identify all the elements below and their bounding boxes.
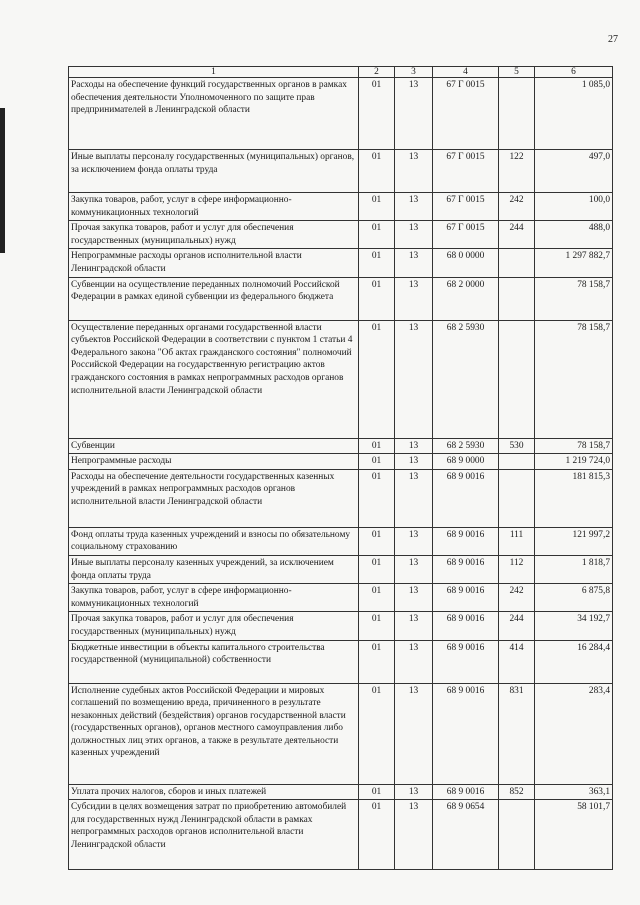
subsection-code: 13 — [395, 438, 433, 454]
amount: 1 818,7 — [535, 555, 613, 583]
expense-name: Субвенции — [69, 438, 359, 454]
target-code: 68 9 0016 — [433, 469, 499, 527]
table-row — [69, 438, 613, 454]
subsection-code: 13 — [395, 584, 433, 612]
expense-type-code: 111 — [499, 527, 535, 555]
table-row — [69, 150, 613, 193]
target-code: 68 9 0016 — [433, 555, 499, 583]
amount: 78 158,7 — [535, 277, 613, 320]
expense-type-code — [499, 249, 535, 277]
amount: 58 101,7 — [535, 800, 613, 870]
amount: 100,0 — [535, 193, 613, 221]
expense-type-code — [499, 78, 535, 150]
expense-name: Прочая закупка товаров, работ и услуг для обеспечения государственных (муниципальных) нужд — [69, 221, 359, 249]
target-code: 68 9 0016 — [433, 640, 499, 683]
expense-type-code — [499, 320, 535, 438]
table-row — [69, 527, 613, 555]
section-code: 01 — [359, 683, 395, 784]
section-code: 01 — [359, 320, 395, 438]
scan-edge-mark — [0, 108, 5, 253]
target-code: 67 Г 0015 — [433, 193, 499, 221]
amount: 78 158,7 — [535, 320, 613, 438]
table-row — [69, 78, 613, 150]
expense-type-code — [499, 469, 535, 527]
subsection-code: 13 — [395, 555, 433, 583]
header-col-4: 4 — [433, 67, 499, 78]
section-code: 01 — [359, 193, 395, 221]
section-code: 01 — [359, 438, 395, 454]
expense-name: Иные выплаты персоналу казенных учреждений, за исключением фонда оплаты труда — [69, 555, 359, 583]
expense-name: Субсидии в целях возмещения затрат по приобретению автомобилей для государственных нужд Ленинградской области в рамках непрограммных расходов органов исполнительной власти Ленинградской области — [69, 800, 359, 870]
expense-name: Фонд оплаты труда казенных учреждений и взносы по обязательному социальному страхованию — [69, 527, 359, 555]
amount: 6 875,8 — [535, 584, 613, 612]
expense-name: Осуществление переданных органами государственной власти субъектов Российской Федерации в соответствии с пунктом 1 статьи 4 Федерального закона "Об актах гражданского состояния" полномочий Российской Федерации на государственную регистрацию актов гражданского состояния в рамках непрограммных расходов органов исполнительной власти Ленинградской области — [69, 320, 359, 438]
amount: 16 284,4 — [535, 640, 613, 683]
section-code: 01 — [359, 555, 395, 583]
expense-name: Прочая закупка товаров, работ и услуг для обеспечения государственных (муниципальных) нужд — [69, 612, 359, 640]
section-code: 01 — [359, 527, 395, 555]
expense-name: Расходы на обеспечение функций государственных органов в рамках обеспечения деятельности Уполномоченного по защите прав предпринимателей в Ленинградской области — [69, 78, 359, 150]
subsection-code: 13 — [395, 800, 433, 870]
table-row — [69, 221, 613, 249]
expense-name: Бюджетные инвестиции в объекты капитального строительства государственной (муниципальной) собственности — [69, 640, 359, 683]
section-code: 01 — [359, 277, 395, 320]
table-row — [69, 784, 613, 800]
amount: 1 297 882,7 — [535, 249, 613, 277]
expense-name: Исполнение судебных актов Российской Федерации и мировых соглашений по возмещению вреда, причиненного в результате незаконных действий (бездействия) органов государственной власти (государственных органов), органов местного самоуправления либо должностных лиц этих органов, а также в результате деятельности казенных учреждений — [69, 683, 359, 784]
subsection-code: 13 — [395, 221, 433, 249]
expense-name: Непрограммные расходы органов исполнительной власти Ленинградской области — [69, 249, 359, 277]
table-row — [69, 277, 613, 320]
subsection-code: 13 — [395, 784, 433, 800]
subsection-code: 13 — [395, 277, 433, 320]
expense-type-code: 852 — [499, 784, 535, 800]
expense-type-code — [499, 454, 535, 470]
subsection-code: 13 — [395, 78, 433, 150]
table-row — [69, 249, 613, 277]
section-code: 01 — [359, 249, 395, 277]
expense-type-code: 244 — [499, 612, 535, 640]
expense-type-code: 414 — [499, 640, 535, 683]
amount: 488,0 — [535, 221, 613, 249]
header-col-3: 3 — [395, 67, 433, 78]
subsection-code: 13 — [395, 249, 433, 277]
expense-type-code: 831 — [499, 683, 535, 784]
table-row — [69, 454, 613, 470]
section-code: 01 — [359, 640, 395, 683]
section-code: 01 — [359, 584, 395, 612]
subsection-code: 13 — [395, 150, 433, 193]
amount: 78 158,7 — [535, 438, 613, 454]
target-code: 68 9 0016 — [433, 612, 499, 640]
section-code: 01 — [359, 800, 395, 870]
expense-type-code: 112 — [499, 555, 535, 583]
section-code: 01 — [359, 612, 395, 640]
section-code: 01 — [359, 469, 395, 527]
page-number: 27 — [608, 34, 618, 45]
target-code: 68 9 0016 — [433, 683, 499, 784]
header-col-6: 6 — [535, 67, 613, 78]
target-code: 68 2 0000 — [433, 277, 499, 320]
target-code: 68 9 0016 — [433, 784, 499, 800]
target-code: 68 0 0000 — [433, 249, 499, 277]
section-code: 01 — [359, 784, 395, 800]
expense-name: Непрограммные расходы — [69, 454, 359, 470]
amount: 181 815,3 — [535, 469, 613, 527]
amount: 363,1 — [535, 784, 613, 800]
amount: 34 192,7 — [535, 612, 613, 640]
expense-type-code: 242 — [499, 193, 535, 221]
expense-type-code — [499, 277, 535, 320]
subsection-code: 13 — [395, 640, 433, 683]
table-row — [69, 640, 613, 683]
expense-type-code: 122 — [499, 150, 535, 193]
target-code: 68 2 5930 — [433, 320, 499, 438]
target-code: 67 Г 0015 — [433, 221, 499, 249]
expense-type-code: 242 — [499, 584, 535, 612]
expense-name: Расходы на обеспечение деятельности государственных казенных учреждений в рамках непрограммных расходов органов исполнительной власти Ленинградской области — [69, 469, 359, 527]
expense-name: Субвенции на осуществление переданных полномочий Российской Федерации в рамках единой субвенции из федерального бюджета — [69, 277, 359, 320]
expense-type-code: 244 — [499, 221, 535, 249]
target-code: 68 9 0654 — [433, 800, 499, 870]
header-row — [69, 67, 613, 78]
subsection-code: 13 — [395, 527, 433, 555]
expense-name: Закупка товаров, работ, услуг в сфере информационно-коммуникационных технологий — [69, 584, 359, 612]
header-col-1: 1 — [69, 67, 359, 78]
amount: 1 219 724,0 — [535, 454, 613, 470]
table-row — [69, 800, 613, 870]
amount: 121 997,2 — [535, 527, 613, 555]
target-code: 67 Г 0015 — [433, 150, 499, 193]
subsection-code: 13 — [395, 469, 433, 527]
header-col-2: 2 — [359, 67, 395, 78]
table-row — [69, 683, 613, 784]
section-code: 01 — [359, 150, 395, 193]
expense-name: Закупка товаров, работ, услуг в сфере информационно-коммуникационных технологий — [69, 193, 359, 221]
expense-name: Иные выплаты персоналу государственных (муниципальных) органов, за исключением фонда оплаты труда — [69, 150, 359, 193]
table-row — [69, 612, 613, 640]
target-code: 68 9 0016 — [433, 584, 499, 612]
expense-name: Уплата прочих налогов, сборов и иных платежей — [69, 784, 359, 800]
amount: 283,4 — [535, 683, 613, 784]
section-code: 01 — [359, 221, 395, 249]
subsection-code: 13 — [395, 454, 433, 470]
amount: 1 085,0 — [535, 78, 613, 150]
subsection-code: 13 — [395, 683, 433, 784]
expense-type-code — [499, 800, 535, 870]
subsection-code: 13 — [395, 193, 433, 221]
target-code: 68 9 0000 — [433, 454, 499, 470]
section-code: 01 — [359, 78, 395, 150]
table-row — [69, 193, 613, 221]
expense-type-code: 530 — [499, 438, 535, 454]
amount: 497,0 — [535, 150, 613, 193]
table-row — [69, 320, 613, 438]
section-code: 01 — [359, 454, 395, 470]
target-code: 68 2 5930 — [433, 438, 499, 454]
subsection-code: 13 — [395, 320, 433, 438]
subsection-code: 13 — [395, 612, 433, 640]
budget-table — [68, 66, 613, 870]
target-code: 68 9 0016 — [433, 527, 499, 555]
target-code: 67 Г 0015 — [433, 78, 499, 150]
table-row — [69, 469, 613, 527]
header-col-5: 5 — [499, 67, 535, 78]
table-row — [69, 555, 613, 583]
table-row — [69, 584, 613, 612]
